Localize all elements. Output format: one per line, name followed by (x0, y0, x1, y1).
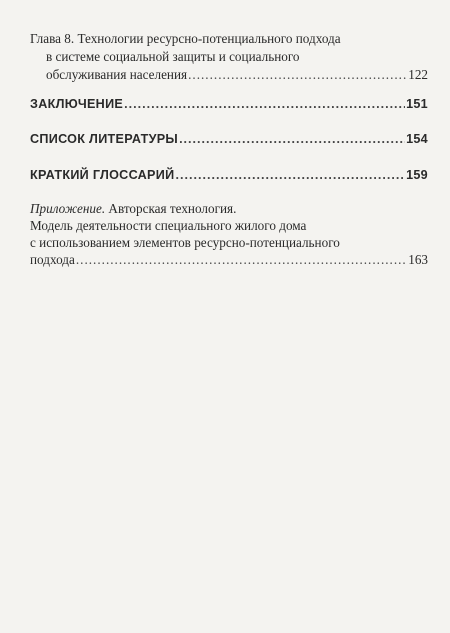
appendix-label: Приложение. (30, 201, 106, 216)
toc-entry-appendix-line4[interactable] (30, 251, 428, 268)
chapter8-title-line3: обслуживания населения (46, 67, 188, 82)
dot-leader (76, 251, 407, 268)
appendix-title-line2: Модель деятельности специального жилого дома (30, 218, 307, 233)
dot-leader (175, 167, 405, 184)
toc-entry-references[interactable] (30, 131, 428, 148)
glossary-title: КРАТКИЙ ГЛОССАРИЙ (30, 168, 175, 182)
page-number-conclusion: 151 (406, 97, 428, 111)
toc-entry-conclusion[interactable] (30, 96, 428, 113)
references-title: СПИСОК ЛИТЕРАТУРЫ (30, 132, 179, 146)
dot-leader (179, 131, 405, 148)
page-number-glossary: 159 (406, 168, 428, 182)
chapter8-title-line1: Глава 8. Технологии ресурсно-потенциального подхода (30, 31, 341, 46)
conclusion-title: ЗАКЛЮЧЕНИЕ (30, 97, 124, 111)
bleed-through-shadow (0, 118, 450, 130)
page-number-references: 154 (406, 132, 428, 146)
page-number-chapter8: 122 (408, 67, 428, 82)
page-number-appendix: 163 (408, 252, 428, 267)
toc-entry-chapter8-line3[interactable] (46, 66, 428, 83)
toc-entry-appendix-line3 (30, 234, 428, 251)
toc-entry-appendix-line2 (30, 217, 428, 234)
appendix-title-line4: подхода (30, 252, 75, 267)
toc-entry-chapter8-line2 (46, 48, 428, 65)
toc-entry-glossary[interactable] (30, 167, 428, 184)
dot-leader (188, 66, 407, 83)
dot-leader (124, 96, 405, 113)
toc-entry-appendix-line1 (30, 200, 428, 217)
chapter8-title-line2: в системе социальной защиты и социального (46, 49, 300, 64)
toc-entry-chapter8-line1 (30, 30, 428, 47)
appendix-title-line3: с использованием элементов ресурсно-потенциального (30, 235, 340, 250)
appendix-title-line1: Авторская технология. (105, 201, 237, 216)
